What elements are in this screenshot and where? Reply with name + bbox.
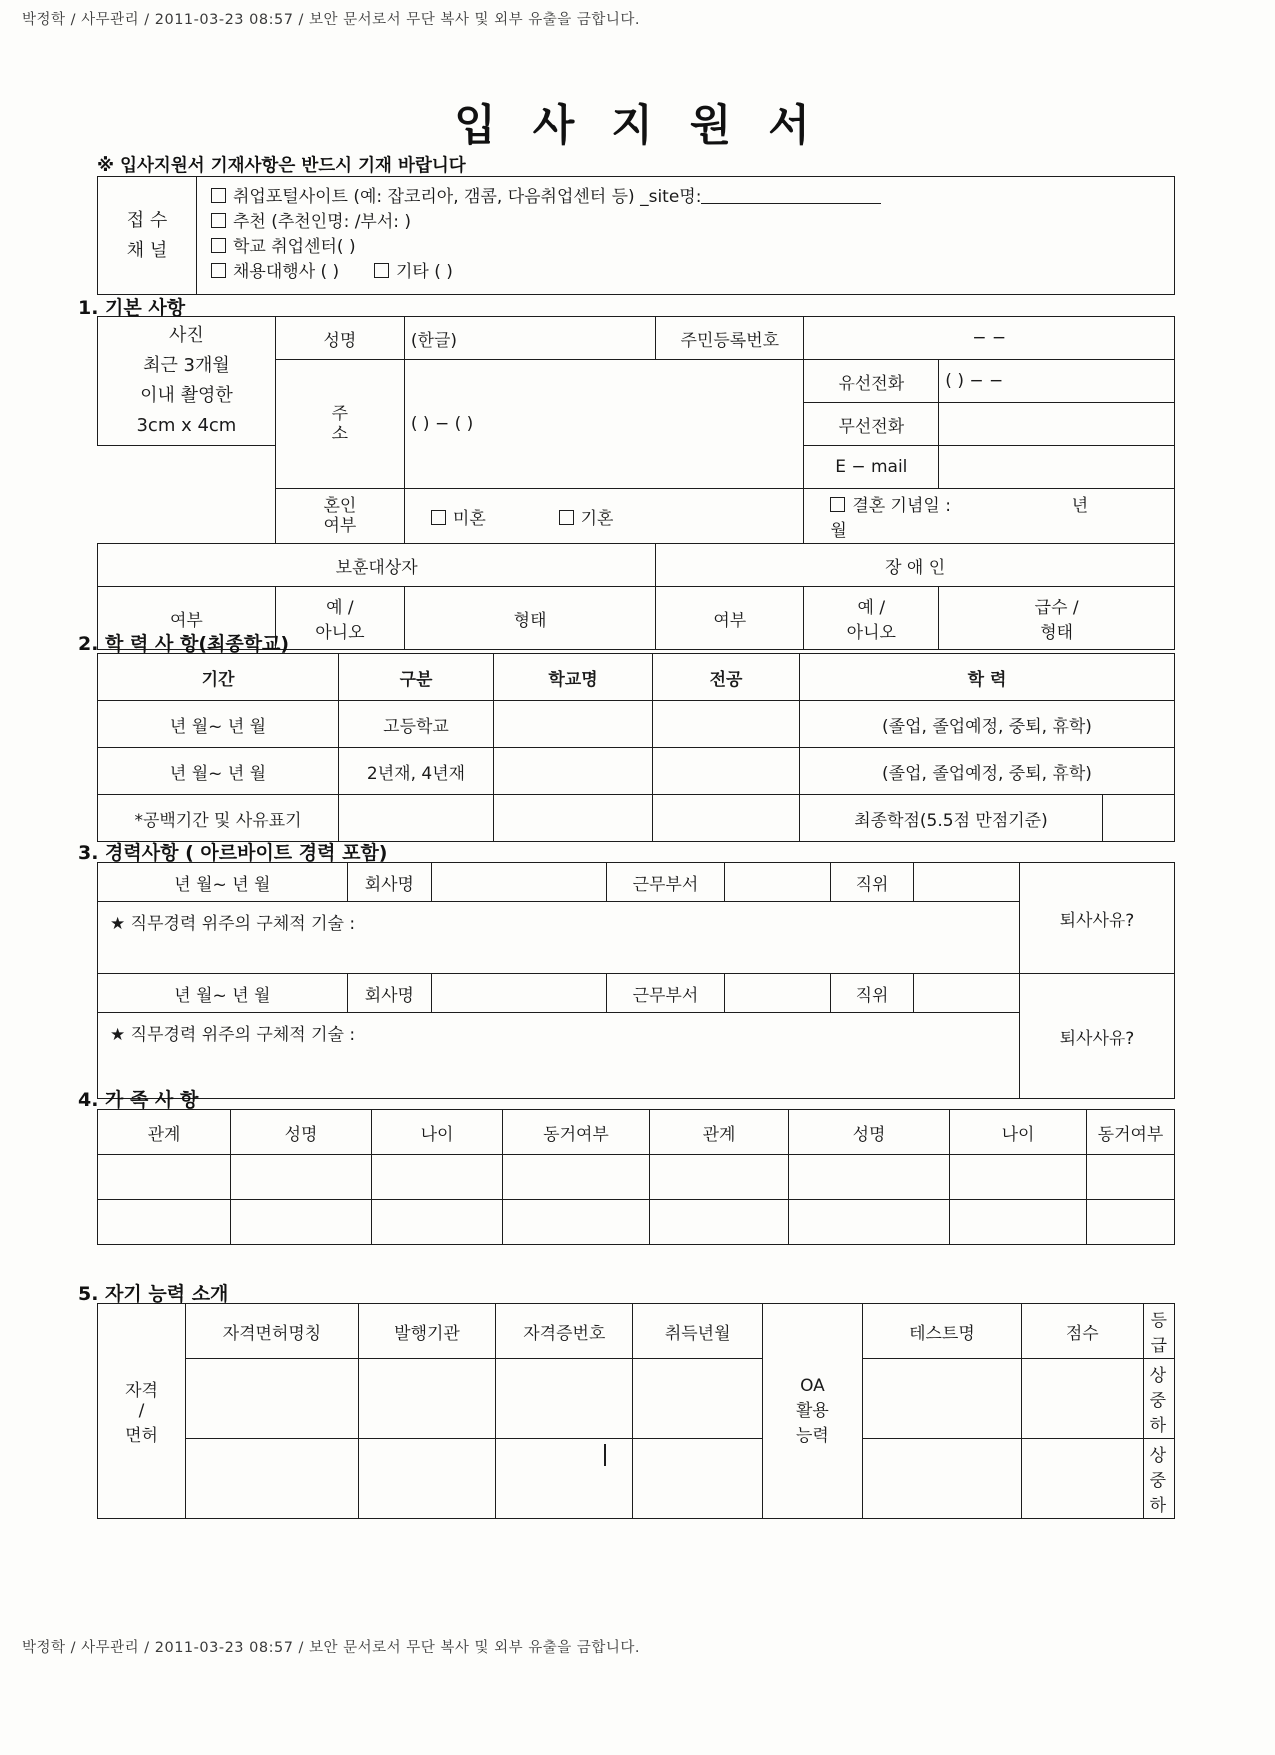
cert-cell[interactable] bbox=[186, 1359, 359, 1439]
family-cell[interactable] bbox=[650, 1155, 789, 1200]
merit-type-cell[interactable] bbox=[404, 587, 655, 650]
cert-label bbox=[98, 1304, 186, 1519]
family-header-relation: 관계 bbox=[98, 1110, 231, 1155]
oa-cell[interactable] bbox=[1021, 1439, 1143, 1519]
photo-line-1: 사진 bbox=[169, 325, 204, 346]
career-position-label-1: 직위 bbox=[831, 863, 913, 902]
family-cell[interactable] bbox=[503, 1200, 650, 1245]
career-reason-1[interactable]: 퇴사사유? bbox=[1019, 863, 1174, 974]
edu-row-major[interactable] bbox=[653, 748, 800, 795]
channel-options bbox=[197, 177, 1175, 295]
table-row bbox=[98, 1155, 1175, 1200]
cert-label-line3: 면허 bbox=[125, 1426, 158, 1446]
marital-married-label: 기혼 bbox=[580, 508, 614, 529]
disabled-yn-value[interactable]: 예 / 아니오 bbox=[804, 587, 939, 650]
career-company-value-2[interactable] bbox=[431, 974, 606, 1013]
oa-label bbox=[762, 1304, 862, 1519]
table-row bbox=[98, 1359, 1175, 1439]
family-cell[interactable] bbox=[231, 1155, 372, 1200]
edu-header-period: 기간 bbox=[98, 654, 339, 701]
section-title-education: 2. 학 력 사 항(최종학교) bbox=[78, 633, 290, 655]
checkbox-icon[interactable] bbox=[211, 213, 226, 228]
family-cell[interactable] bbox=[1087, 1155, 1175, 1200]
family-cell[interactable] bbox=[950, 1155, 1087, 1200]
oa-label-line1: OA bbox=[800, 1376, 825, 1396]
channel-option-agency-label: 채용대행사 ( ) bbox=[233, 262, 340, 282]
edu-header-major: 전공 bbox=[653, 654, 800, 701]
career-desc-1[interactable]: ★ 직무경력 위주의 구체적 기술 : bbox=[98, 902, 1020, 974]
ability-table bbox=[97, 1303, 1175, 1519]
oa-cell[interactable] bbox=[862, 1439, 1021, 1519]
family-cell[interactable] bbox=[950, 1200, 1087, 1245]
cert-header-issuer: 발행기관 bbox=[358, 1304, 495, 1359]
merit-type-label: 형태 bbox=[513, 610, 547, 631]
family-cell[interactable] bbox=[789, 1200, 950, 1245]
family-cell[interactable] bbox=[231, 1200, 372, 1245]
edu-row-status[interactable]: (졸업, 졸업예정, 중퇴, 휴학) bbox=[800, 748, 1175, 795]
oa-cell[interactable] bbox=[862, 1359, 1021, 1439]
channel-option-other-label: 기타 ( ) bbox=[396, 262, 453, 282]
anniversary-year-label: 년 bbox=[1071, 496, 1089, 516]
cert-header-date: 취득년월 bbox=[633, 1304, 762, 1359]
edu-row-period[interactable]: 년 월~ 년 월 bbox=[98, 701, 339, 748]
address-value[interactable]: ( ) − ( ) bbox=[404, 360, 803, 489]
edu-row-school[interactable] bbox=[494, 748, 653, 795]
channel-option-portal[interactable] bbox=[211, 185, 1164, 210]
edu-gap-value-1[interactable] bbox=[339, 795, 494, 842]
marital-label: 혼인 여부 bbox=[275, 489, 404, 544]
cert-cell[interactable] bbox=[496, 1359, 633, 1439]
channel-label-line2: 채 널 bbox=[126, 239, 168, 261]
cert-label-line1: 자격 bbox=[125, 1381, 158, 1401]
anniversary-field[interactable] bbox=[804, 489, 1175, 544]
family-header-age: 나이 bbox=[950, 1110, 1087, 1155]
oa-label-line3: 능력 bbox=[795, 1426, 829, 1446]
disabled-yn-label: 여부 bbox=[656, 587, 804, 650]
edu-header-school: 학교명 bbox=[494, 654, 653, 701]
edu-header-status: 학 력 bbox=[800, 654, 1175, 701]
career-dept-label-1: 근무부서 bbox=[606, 863, 724, 902]
channel-option-referral-label: 추천 (추천인명: /부서: ) bbox=[233, 212, 412, 232]
checkbox-icon[interactable] bbox=[559, 510, 574, 525]
section-title-ability: 5. 자기 능력 소개 bbox=[78, 1283, 229, 1305]
checkbox-icon[interactable] bbox=[431, 510, 446, 525]
checkbox-icon[interactable] bbox=[374, 263, 389, 278]
marital-single-label: 미혼 bbox=[452, 508, 486, 529]
address-label: 주 소 bbox=[275, 360, 404, 489]
career-company-label-2: 회사명 bbox=[347, 974, 431, 1013]
family-header-cohabit: 동거여부 bbox=[503, 1110, 650, 1155]
channel-label bbox=[98, 177, 197, 295]
edu-gap-value-3[interactable] bbox=[653, 795, 800, 842]
career-company-value-1[interactable] bbox=[431, 863, 606, 902]
cert-cell[interactable] bbox=[358, 1359, 495, 1439]
family-cell[interactable] bbox=[789, 1155, 950, 1200]
rrn-label: 주민등록번호 bbox=[656, 317, 804, 360]
family-cell[interactable] bbox=[98, 1200, 231, 1245]
career-table bbox=[97, 862, 1175, 1099]
mobile-value[interactable] bbox=[939, 403, 1175, 446]
cert-cell[interactable] bbox=[358, 1439, 495, 1519]
career-dept-value-2[interactable] bbox=[725, 974, 831, 1013]
section-title-career: 3. 경력사항 ( 아르바이트 경력 포함) bbox=[78, 842, 388, 864]
career-reason-2[interactable]: 퇴사사유? bbox=[1019, 974, 1174, 1099]
disabled-grade-cell[interactable]: 급수 / 형태 bbox=[939, 587, 1175, 650]
disabled-header: 장 애 인 bbox=[656, 544, 1175, 587]
photo-line-4: 3cm x 4cm bbox=[136, 415, 237, 436]
edu-row-status[interactable]: (졸업, 졸업예정, 중퇴, 휴학) bbox=[800, 701, 1175, 748]
career-dept-value-1[interactable] bbox=[725, 863, 831, 902]
family-header-name: 성명 bbox=[231, 1110, 372, 1155]
receipt-channel-table bbox=[97, 176, 1175, 295]
channel-label-line1: 접 수 bbox=[126, 209, 168, 231]
form-note: ※ 입사지원서 기재사항은 반드시 기재 바랍니다 bbox=[97, 156, 466, 176]
career-position-value-1[interactable] bbox=[913, 863, 1019, 902]
basic-info-table bbox=[97, 316, 1175, 650]
edu-gpa-value[interactable] bbox=[1103, 795, 1175, 842]
name-label: 성명 bbox=[275, 317, 404, 360]
family-cell[interactable] bbox=[503, 1155, 650, 1200]
oa-cell[interactable] bbox=[1021, 1359, 1143, 1439]
oa-header-score: 점수 bbox=[1021, 1304, 1143, 1359]
name-value[interactable]: (한글) bbox=[404, 317, 655, 360]
oa-header-test: 테스트명 bbox=[862, 1304, 1021, 1359]
channel-option-school-label: 학교 취업센터( ) bbox=[233, 237, 356, 257]
cert-header-name: 자격면허명칭 bbox=[186, 1304, 359, 1359]
tel-value[interactable]: ( ) − − bbox=[939, 360, 1175, 403]
page-divider-mark bbox=[604, 1444, 606, 1466]
career-position-value-2[interactable] bbox=[913, 974, 1019, 1013]
family-table bbox=[97, 1109, 1175, 1245]
family-cell[interactable] bbox=[98, 1155, 231, 1200]
family-header-age: 나이 bbox=[372, 1110, 503, 1155]
photo-line-2: 최근 3개월 bbox=[143, 355, 230, 376]
rrn-value[interactable]: − − bbox=[804, 317, 1175, 360]
edu-gpa-label: 최종학점(5.5점 만점기준) bbox=[800, 795, 1103, 842]
photo-line-3: 이내 촬영한 bbox=[140, 385, 233, 406]
oa-header-grade: 등급 bbox=[1143, 1304, 1174, 1359]
oa-label-line2: 활용 bbox=[795, 1401, 829, 1421]
education-table bbox=[97, 653, 1175, 842]
email-label: E − mail bbox=[804, 446, 939, 489]
oa-grade-cell[interactable]: 상 중 하 bbox=[1143, 1359, 1174, 1439]
edu-row-type: 2년재, 4년재 bbox=[339, 748, 494, 795]
tel-label: 유선전화 bbox=[804, 360, 939, 403]
career-period-2[interactable]: 년 월~ 년 월 bbox=[98, 974, 348, 1013]
section-title-family: 4. 가 족 사 항 bbox=[78, 1089, 199, 1111]
family-cell[interactable] bbox=[372, 1155, 503, 1200]
section-title-basic: 1. 기본 사항 bbox=[78, 297, 186, 319]
marital-options[interactable] bbox=[404, 489, 803, 544]
family-cell[interactable] bbox=[650, 1200, 789, 1245]
merit-header: 보훈대상자 bbox=[98, 544, 656, 587]
table-row bbox=[98, 1439, 1175, 1519]
page-title: 입 사 지 원 서 bbox=[454, 101, 821, 151]
family-header-name: 성명 bbox=[789, 1110, 950, 1155]
career-period-1[interactable]: 년 월~ 년 월 bbox=[98, 863, 348, 902]
cert-cell[interactable] bbox=[633, 1359, 762, 1439]
family-header-relation: 관계 bbox=[650, 1110, 789, 1155]
career-position-label-2: 직위 bbox=[831, 974, 913, 1013]
checkbox-icon[interactable] bbox=[830, 497, 845, 512]
channel-option-agency[interactable] bbox=[211, 260, 1164, 285]
watermark-top: 박정학 / 사무관리 / 2011-03-23 08:57 / 보안 문서로서 무단 복사 및 외부 유출을 금합니다. bbox=[22, 12, 641, 28]
checkbox-icon[interactable] bbox=[211, 188, 226, 203]
edu-gap-label: *공백기간 및 사유표기 bbox=[98, 795, 339, 842]
checkbox-icon[interactable] bbox=[211, 238, 226, 253]
cert-cell[interactable] bbox=[496, 1439, 633, 1519]
anniversary-label: 결혼 기념일 : bbox=[852, 496, 951, 516]
edu-gap-value-2[interactable] bbox=[494, 795, 653, 842]
edu-row-period[interactable]: 년 월~ 년 월 bbox=[98, 748, 339, 795]
photo-box bbox=[98, 317, 276, 446]
merit-yn-value[interactable]: 예 / 아니오 bbox=[275, 587, 404, 650]
family-cell[interactable] bbox=[1087, 1200, 1175, 1245]
checkbox-icon[interactable] bbox=[211, 263, 226, 278]
anniversary-month-label: 월 bbox=[830, 521, 847, 541]
cert-header-number: 자격증번호 bbox=[496, 1304, 633, 1359]
watermark-bottom: 박정학 / 사무관리 / 2011-03-23 08:57 / 보안 문서로서 무단 복사 및 외부 유출을 금합니다. bbox=[22, 1640, 641, 1656]
mobile-label: 무선전화 bbox=[804, 403, 939, 446]
channel-option-school[interactable] bbox=[211, 235, 1164, 260]
channel-option-portal-label: 취업포털사이트 (예: 잡코리아, 갬콤, 다음취업센터 등) _site명: bbox=[233, 187, 702, 207]
edu-row-school[interactable] bbox=[494, 701, 653, 748]
career-desc-2[interactable]: ★ 직무경력 위주의 구체적 기술 : bbox=[98, 1013, 1020, 1099]
site-name-input[interactable] bbox=[701, 188, 881, 204]
channel-option-referral[interactable] bbox=[211, 210, 1164, 235]
cert-label-line2: / bbox=[138, 1401, 145, 1421]
career-company-label-1: 회사명 bbox=[347, 863, 431, 902]
family-header-cohabit: 동거여부 bbox=[1087, 1110, 1175, 1155]
cert-cell[interactable] bbox=[186, 1439, 359, 1519]
email-value[interactable] bbox=[939, 446, 1175, 489]
family-cell[interactable] bbox=[372, 1200, 503, 1245]
cert-cell[interactable] bbox=[633, 1439, 762, 1519]
edu-row-major[interactable] bbox=[653, 701, 800, 748]
table-row bbox=[98, 1200, 1175, 1245]
career-dept-label-2: 근무부서 bbox=[606, 974, 724, 1013]
oa-grade-cell[interactable]: 상 중 하 bbox=[1143, 1439, 1174, 1519]
edu-header-type: 구분 bbox=[339, 654, 494, 701]
edu-row-type: 고등학교 bbox=[339, 701, 494, 748]
merit-yn-label: 여부 bbox=[98, 587, 276, 650]
